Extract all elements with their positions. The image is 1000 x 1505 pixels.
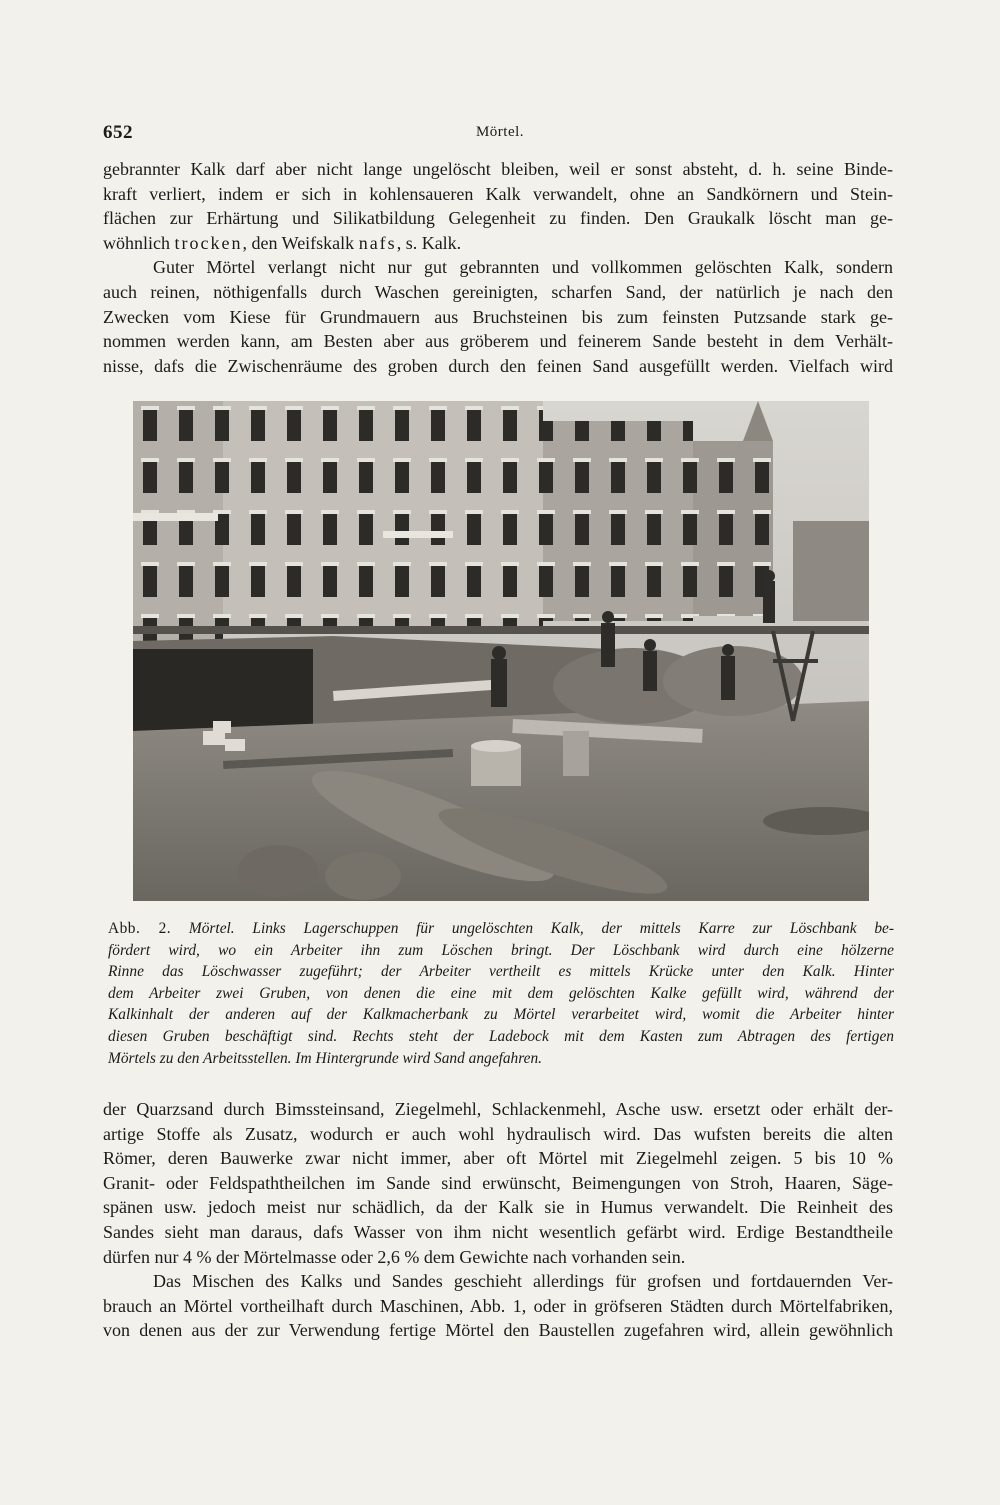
caption-line: fördert wird, wo ein Arbeiter ihn zum Löschen bringt. Der Löschbank wird durch eine hölzerne <box>108 941 894 959</box>
text-span: wöhnlich <box>103 232 170 253</box>
running-head: Mörtel. <box>475 124 525 140</box>
paragraph-line: spänen usw. jedoch meist nur schädlich, da der Kalk sie in Humus verwandelt. Die Reinheit des <box>103 1197 893 1218</box>
paragraph-line: auch reinen, nöthigenfalls durch Waschen gereinigten, scharfen Sand, der natürlich je nach den <box>103 281 893 302</box>
paragraph-line: von denen aus der zur Verwendung fertige Mörtel den Baustellen zugefahren wird, allein gewöhnlich <box>103 1320 893 1341</box>
text-span: , s. Kalk. <box>396 232 462 253</box>
top-text-block <box>103 157 893 378</box>
paragraph-line <box>103 231 893 256</box>
caption-line: Kalkinhalt der anderen auf der Kalkmacherbank zu Mörtel verarbeitet wird, womit die Arbeiter hinter <box>108 1006 894 1024</box>
paragraph-line: nisse, dafs die Zwischenräume des groben durch den feinen Sand ausgefüllt werden. Vielfach wird <box>103 355 893 376</box>
caption-line: diesen Gruben beschäftigt sind. Rechts steht der Ladebock mit dem Kasten zum Abtragen des fertigen <box>108 1027 894 1045</box>
text-span: , den Weifskalk <box>242 232 355 253</box>
construction-site-photograph <box>133 401 869 901</box>
spaced-word: trocken <box>174 232 243 253</box>
paragraph-line: Sandes sieht man daraus, dafs Wasser von ihm nicht wesentlich gefärbt wird. Erdige Bestandtheile <box>103 1221 893 1242</box>
paragraph-line: Granit- oder Feldspaththeilchen im Sande sind erwünscht, Beimengungen von Stroh, Haaren, Säge- <box>103 1172 893 1193</box>
figure-caption <box>108 918 894 1069</box>
paragraph-line: artige Stoffe als Zusatz, wodurch er auch wohl hydraulisch wird. Das wufsten bereits die alten <box>103 1123 893 1144</box>
spaced-word: nafs <box>358 232 397 253</box>
caption-label: Abb. 2. <box>108 920 172 937</box>
paragraph-line: gebrannter Kalk darf aber nicht lange ungelöscht bleiben, weil er sonst absteht, d. h. seine Binde- <box>103 159 893 179</box>
caption-line: Rinne das Löschwasser zugeführt; der Arbeiter vertheilt es mittels Krücke unter den Kalk. Hinter <box>108 963 894 981</box>
paragraph-line: Guter Mörtel verlangt nicht nur gut gebrannten und vollkommen gelöschten Kalk, sondern <box>153 257 893 278</box>
caption-line <box>108 918 894 940</box>
paragraph-line: dürfen nur 4 % der Mörtelmasse oder 2,6 % dem Gewichte nach vorhanden sein. <box>103 1246 686 1267</box>
paragraph-line: der Quarzsand durch Bimssteinsand, Ziegelmehl, Schlackenmehl, Asche usw. ersetzt oder erhält der- <box>103 1099 893 1119</box>
paragraph-line: kraft verliert, indem er sich in kohlensaueren Kalk verwandelt, ohne an Sandkörnern und Stein- <box>103 183 893 204</box>
caption-line: Mörtels zu den Arbeitsstellen. Im Hintergrunde wird Sand angefahren. <box>108 1049 543 1067</box>
paragraph-line: nommen werden kann, am Besten aber aus gröberem und feinerem Sande besteht in dem Verhält- <box>103 331 893 352</box>
caption-line: dem Arbeiter zwei Gruben, von denen die eine mit dem gelöschten Kalke gefüllt wird, während der <box>108 984 894 1002</box>
paragraph-line: brauch an Mörtel vortheilhaft durch Maschinen, Abb. 1, oder in gröfseren Städten durch Mörtelfabriken, <box>103 1295 893 1316</box>
paragraph-line: Das Mischen des Kalks und Sandes geschieht allerdings für grofsen und fortdauernden Ver- <box>153 1271 893 1292</box>
bottom-text-block <box>103 1097 893 1343</box>
paragraph-line: flächen zur Erhärtung und Silikatbildung Gelegenheit zu finden. Den Graukalk löscht man ge- <box>103 208 893 229</box>
paragraph-line: Römer, deren Bauwerke zwar nicht immer, aber oft Mörtel mit Ziegelmehl zeigen. 5 bis 10 % <box>103 1148 893 1169</box>
paragraph-line: Zwecken vom Kiese für Grundmauern aus Bruchsteinen bis zum feinsten Putzsande stark ge- <box>103 306 893 327</box>
page-number: 652 <box>103 122 133 143</box>
text-span: Mörtel. Links Lagerschuppen für ungelöschten Kalk, der mittels Karre zur Löschbank be- <box>188 920 894 937</box>
